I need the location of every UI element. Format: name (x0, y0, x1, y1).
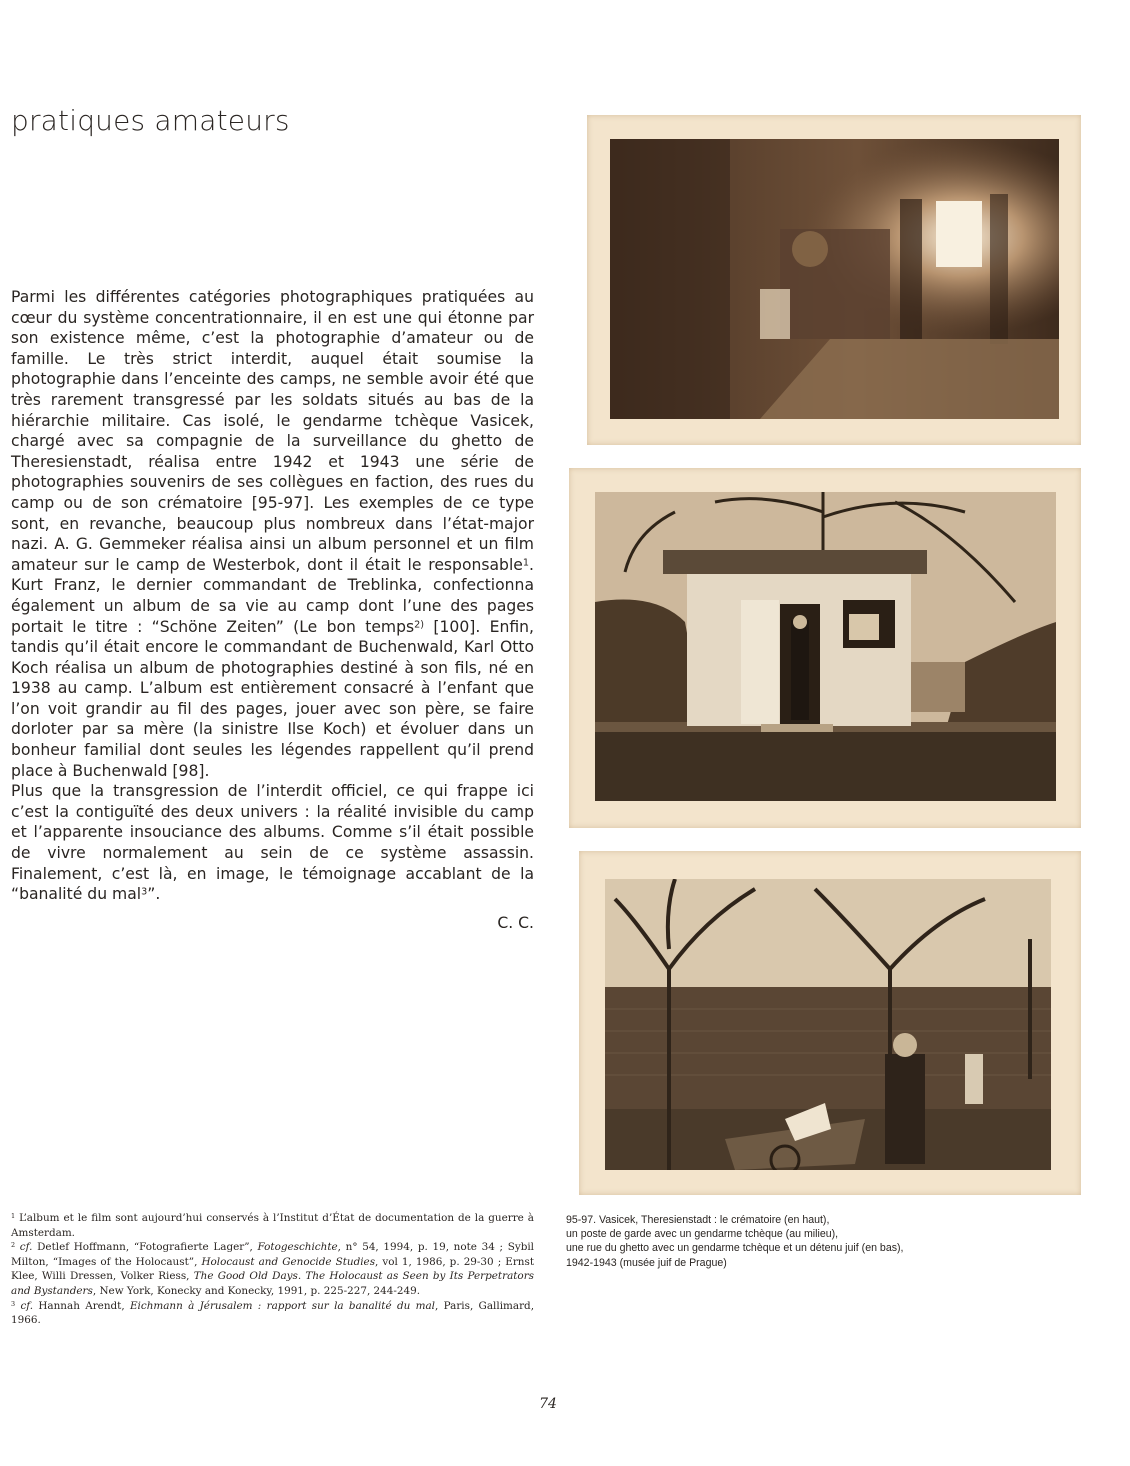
author-signature: C. C. (497, 913, 534, 932)
caption-line: une rue du ghetto avec un gendarme tchèque et un détenu juif (en bas), (566, 1242, 904, 1255)
photo-ghetto-street-image (605, 879, 1051, 1170)
page-number: 74 (539, 1396, 557, 1412)
photo-crematorium-image (610, 139, 1059, 419)
footnote-ref-2[interactable]: 2) (414, 619, 425, 631)
section-title: pratiques amateurs (11, 104, 290, 137)
footnote-1: $^1$ L’album et le film sont aujourd’hui conservés à l’Institut d’État de documentation de la guerre à Amsterdam. (11, 1212, 534, 1239)
footnotes (11, 1211, 534, 1328)
caption-line: 95-97. Vasicek, Theresienstadt : le crématoire (en haut), (566, 1214, 830, 1226)
photo-ghetto-street (579, 851, 1081, 1195)
body-paragraph-2: Plus que la transgression de l’interdit officiel, ce qui frappe ici c’est la contiguïté des deux univers : la réalité invisible du camp et l’apparente insouciance des albums. Comme s’il était possible de vivre normalement au sein de ce système assassin. Finalement, c’est là, en image, le témoignage accablant de la “banalité du mal$^3$”. (11, 782, 534, 904)
footnote-2: $^2$ cf. Detlef Hoffmann, “Fotografierte Lager”, Fotogeschichte, n° 54, 1994, p. 19, note 34 ; Sybil Milton, “Images of the Holocaust”, Holocaust and Genocide Studies, vol 1, 1986, p. 29-30 ; Ernst Klee, Willi Dressen, Volker Riess, The Good Old Days. The Holocaust as Seen by Its Perpetrators and Bystanders, New York, Konecky and Konecky, 1991, p. 225-227, 244-249. (11, 1241, 535, 1297)
photo-crematorium (587, 115, 1081, 445)
photo-guard-post-image (595, 492, 1056, 801)
footnote-ref-1[interactable]: 1 (522, 557, 530, 569)
caption-line: 1942-1943 (musée juif de Prague) (566, 1256, 727, 1269)
caption-line: un poste de garde avec un gendarme tchèque (au milieu), (566, 1228, 839, 1241)
body-paragraph-1: Parmi les différentes catégories photographiques pratiquées au cœur du système concentrationnaire, il en est une qui étonne par son existence même, c’est la photographie d’amateur ou de famille. Le très strict interdit, auquel était soumise la photographie dans l’enceinte des camps, ne semble avoir été que très rarement transgressé par les soldats situés au bas de la hiérarchie militaire. Cas isolé, le gendarme tchèque Vasicek, chargé avec sa compagnie de la surveillance du ghetto de Theresienstadt, réalisa entre 1942 et 1943 une série de photographies souvenirs de ses collègues en faction, des rues du camp ou de son crématoire [95-97]. Les exemples de ce type sont, en revanche, beaucoup plus nombreux dans l’état-major nazi. A. G. Gemmeker réalisa ainsi un album personnel et un film amateur sur le camp de Westerbok, dont il était le responsable$^1$. Kurt Franz, le dernier commandant de Treblinka, confectionna également un album de sa vie au camp dont l’une des pages portait le titre : “Schöne Zeiten” (Le bon temps$^{2)}$ [100]. Enfin, tandis qu’il était encore le commandant de Buchenwald, Karl Otto Koch réalisa un album de photographies destiné à son fils, né en 1938 au camp. L’album est entièrement consacré à l’enfant que l’on voit grandir au fil des pages, jouer avec son père, se faire dorloter par sa mère (la sinistre Ilse Koch) et évoluer dans un bonheur familial dont seules les légendes rappellent qu’il prend place à Buchenwald [98]. (11, 288, 535, 780)
photo-guard-post (569, 468, 1081, 828)
body-text (11, 287, 534, 933)
footnote-3: $^3$ cf. Hannah Arendt, Eichmann à Jérusalem : rapport sur la banalité du mal, Paris, Gallimard, 1966. (11, 1299, 534, 1327)
photo-caption (566, 1213, 986, 1270)
footnote-ref-3[interactable]: 3 (141, 886, 148, 898)
